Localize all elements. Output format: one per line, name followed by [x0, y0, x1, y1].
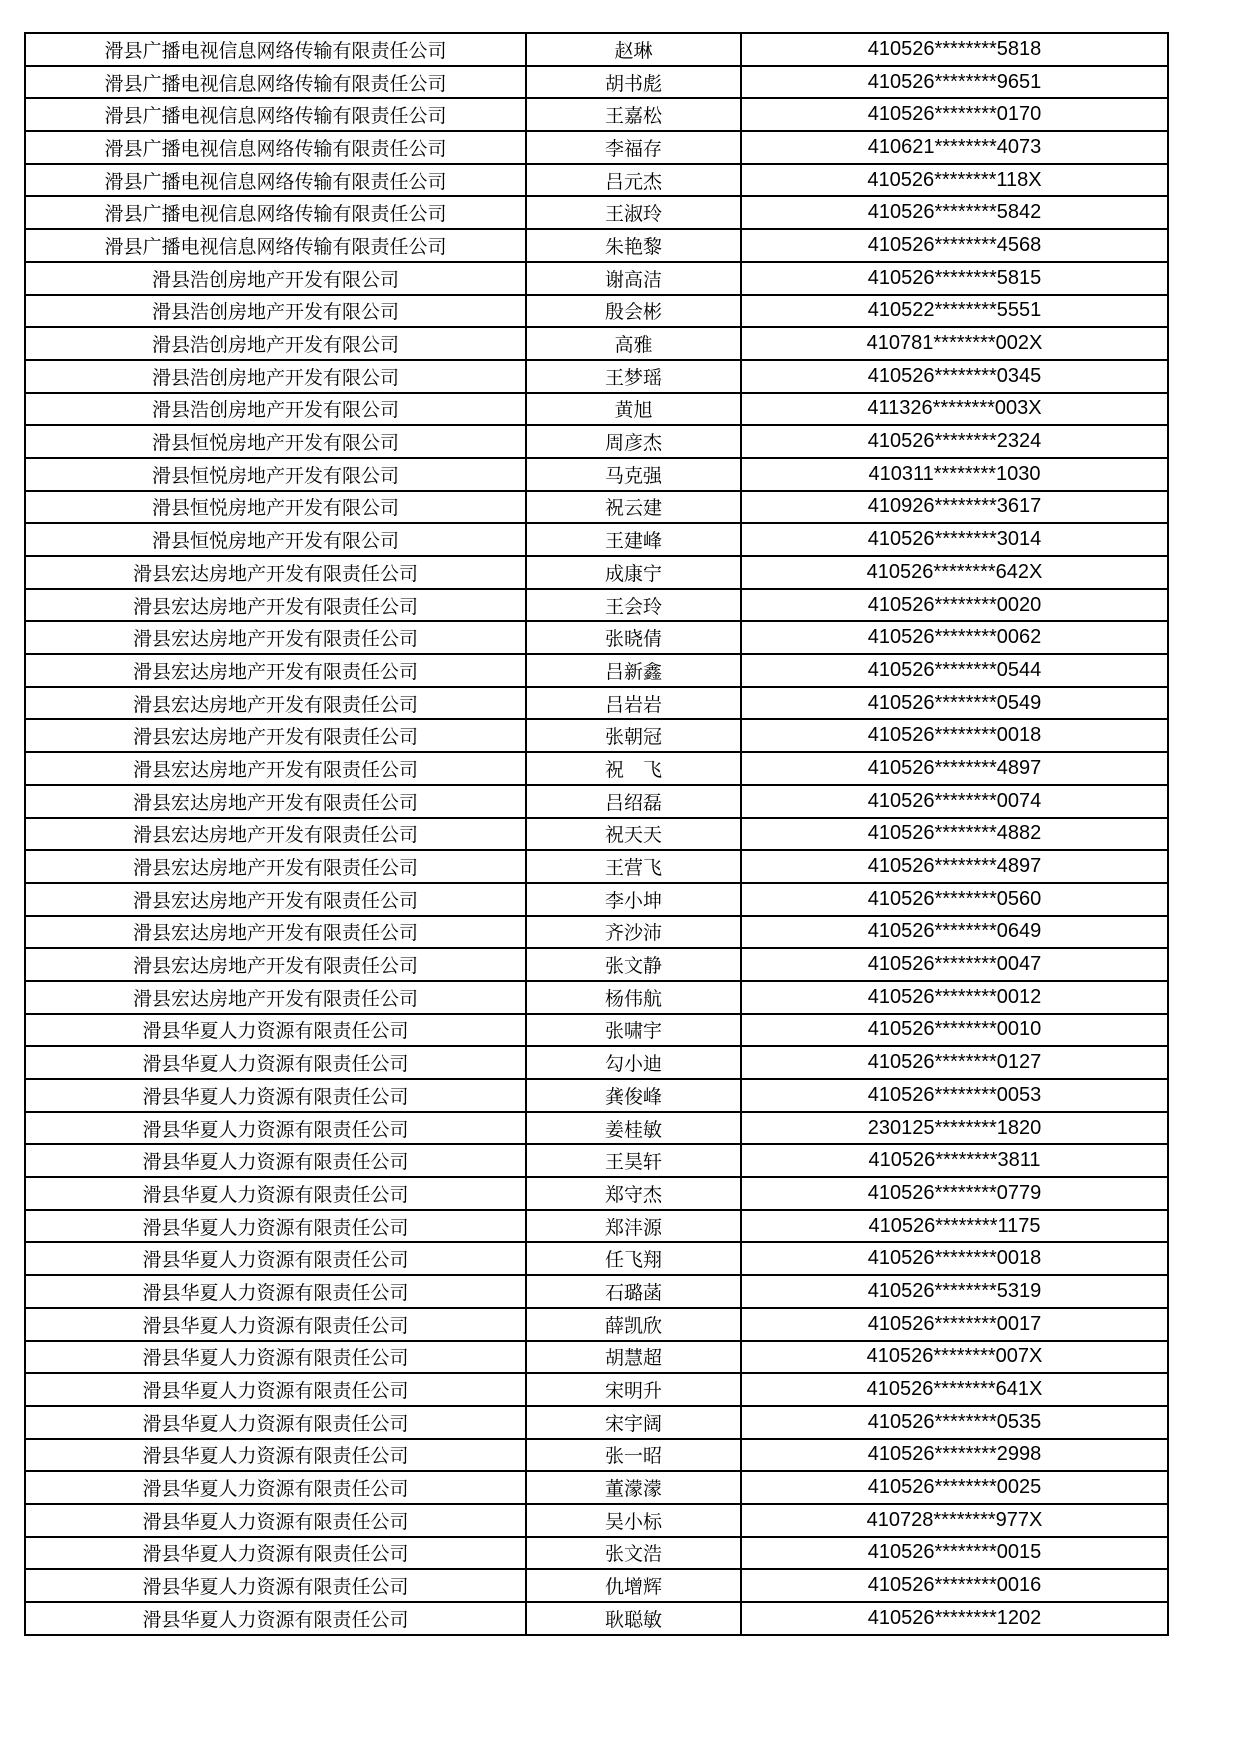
name-cell: 祝天天 — [526, 818, 741, 851]
personnel-table — [24, 32, 1169, 1636]
name-cell: 王梦瑶 — [526, 360, 741, 393]
personnel-table-body — [25, 33, 1168, 1635]
name-cell: 张啸宇 — [526, 1014, 741, 1047]
id-number-cell: 410526********4882 — [741, 818, 1168, 851]
table-row — [25, 229, 1168, 262]
table-row — [25, 1242, 1168, 1275]
company-cell: 滑县华夏人力资源有限责任公司 — [25, 1569, 526, 1602]
name-cell: 龚俊峰 — [526, 1079, 741, 1112]
company-cell: 滑县宏达房地产开发有限责任公司 — [25, 752, 526, 785]
id-number-cell: 410526********0018 — [741, 719, 1168, 752]
table-row — [25, 850, 1168, 883]
id-number-cell: 410526********0779 — [741, 1177, 1168, 1210]
company-cell: 滑县华夏人力资源有限责任公司 — [25, 1537, 526, 1570]
id-number-cell: 410526********0010 — [741, 1014, 1168, 1047]
id-number-cell: 410526********0649 — [741, 916, 1168, 949]
id-number-cell: 410311********1030 — [741, 458, 1168, 491]
id-number-cell: 410526********1202 — [741, 1602, 1168, 1635]
company-cell: 滑县华夏人力资源有限责任公司 — [25, 1177, 526, 1210]
company-cell: 滑县广播电视信息网络传输有限责任公司 — [25, 196, 526, 229]
table-row — [25, 1014, 1168, 1047]
company-cell: 滑县华夏人力资源有限责任公司 — [25, 1014, 526, 1047]
name-cell: 周彦杰 — [526, 425, 741, 458]
id-number-cell: 410526********0074 — [741, 785, 1168, 818]
id-number-cell: 410526********0544 — [741, 654, 1168, 687]
company-cell: 滑县华夏人力资源有限责任公司 — [25, 1308, 526, 1341]
id-number-cell: 410526********0047 — [741, 948, 1168, 981]
table-row — [25, 327, 1168, 360]
name-cell: 祝 飞 — [526, 752, 741, 785]
id-number-cell: 410526********2998 — [741, 1439, 1168, 1472]
table-row — [25, 33, 1168, 66]
id-number-cell: 410526********3811 — [741, 1144, 1168, 1177]
table-row — [25, 916, 1168, 949]
table-row — [25, 1079, 1168, 1112]
name-cell: 郑沣源 — [526, 1210, 741, 1243]
name-cell: 王建峰 — [526, 523, 741, 556]
table-row — [25, 295, 1168, 328]
table-row — [25, 262, 1168, 295]
table-row — [25, 556, 1168, 589]
table-row — [25, 425, 1168, 458]
company-cell: 滑县广播电视信息网络传输有限责任公司 — [25, 131, 526, 164]
table-row — [25, 1177, 1168, 1210]
id-number-cell: 410526********5842 — [741, 196, 1168, 229]
id-number-cell: 410526********0053 — [741, 1079, 1168, 1112]
id-number-cell: 411326********003X — [741, 393, 1168, 426]
table-row — [25, 1373, 1168, 1406]
table-row — [25, 654, 1168, 687]
name-cell: 王淑玲 — [526, 196, 741, 229]
company-cell: 滑县华夏人力资源有限责任公司 — [25, 1602, 526, 1635]
name-cell: 张文浩 — [526, 1537, 741, 1570]
table-row — [25, 1471, 1168, 1504]
id-number-cell: 410526********5319 — [741, 1275, 1168, 1308]
id-number-cell: 410526********3014 — [741, 523, 1168, 556]
id-number-cell: 410526********641X — [741, 1373, 1168, 1406]
company-cell: 滑县宏达房地产开发有限责任公司 — [25, 654, 526, 687]
table-row — [25, 491, 1168, 524]
name-cell: 郑守杰 — [526, 1177, 741, 1210]
table-row — [25, 196, 1168, 229]
table-row — [25, 1406, 1168, 1439]
company-cell: 滑县华夏人力资源有限责任公司 — [25, 1112, 526, 1145]
company-cell: 滑县宏达房地产开发有限责任公司 — [25, 981, 526, 1014]
company-cell: 滑县广播电视信息网络传输有限责任公司 — [25, 229, 526, 262]
company-cell: 滑县华夏人力资源有限责任公司 — [25, 1046, 526, 1079]
company-cell: 滑县宏达房地产开发有限责任公司 — [25, 948, 526, 981]
table-row — [25, 393, 1168, 426]
id-number-cell: 410526********4897 — [741, 850, 1168, 883]
id-number-cell: 410526********5815 — [741, 262, 1168, 295]
table-row — [25, 1341, 1168, 1374]
name-cell: 吕元杰 — [526, 164, 741, 197]
name-cell: 吕岩岩 — [526, 687, 741, 720]
table-row — [25, 1144, 1168, 1177]
table-row — [25, 164, 1168, 197]
table-row — [25, 1210, 1168, 1243]
table-row — [25, 589, 1168, 622]
id-number-cell: 230125********1820 — [741, 1112, 1168, 1145]
name-cell: 祝云建 — [526, 491, 741, 524]
id-number-cell: 410526********0025 — [741, 1471, 1168, 1504]
name-cell: 王会玲 — [526, 589, 741, 622]
name-cell: 姜桂敏 — [526, 1112, 741, 1145]
id-number-cell: 410522********5551 — [741, 295, 1168, 328]
table-row — [25, 752, 1168, 785]
table-row — [25, 981, 1168, 1014]
id-number-cell: 410526********1175 — [741, 1210, 1168, 1243]
name-cell: 马克强 — [526, 458, 741, 491]
company-cell: 滑县浩创房地产开发有限公司 — [25, 360, 526, 393]
company-cell: 滑县华夏人力资源有限责任公司 — [25, 1341, 526, 1374]
company-cell: 滑县华夏人力资源有限责任公司 — [25, 1242, 526, 1275]
company-cell: 滑县华夏人力资源有限责任公司 — [25, 1144, 526, 1177]
company-cell: 滑县宏达房地产开发有限责任公司 — [25, 785, 526, 818]
name-cell: 杨伟航 — [526, 981, 741, 1014]
id-number-cell: 410526********0012 — [741, 981, 1168, 1014]
id-number-cell: 410526********9651 — [741, 66, 1168, 99]
name-cell: 黄旭 — [526, 393, 741, 426]
company-cell: 滑县华夏人力资源有限责任公司 — [25, 1275, 526, 1308]
id-number-cell: 410526********2324 — [741, 425, 1168, 458]
name-cell: 董濛濛 — [526, 1471, 741, 1504]
table-row — [25, 883, 1168, 916]
table-row — [25, 66, 1168, 99]
name-cell: 朱艳黎 — [526, 229, 741, 262]
id-number-cell: 410526********0017 — [741, 1308, 1168, 1341]
company-cell: 滑县广播电视信息网络传输有限责任公司 — [25, 164, 526, 197]
table-row — [25, 131, 1168, 164]
id-number-cell: 410926********3617 — [741, 491, 1168, 524]
id-number-cell: 410526********0062 — [741, 621, 1168, 654]
table-row — [25, 98, 1168, 131]
table-row — [25, 1046, 1168, 1079]
company-cell: 滑县华夏人力资源有限责任公司 — [25, 1373, 526, 1406]
company-cell: 滑县宏达房地产开发有限责任公司 — [25, 818, 526, 851]
name-cell: 赵琳 — [526, 33, 741, 66]
company-cell: 滑县宏达房地产开发有限责任公司 — [25, 883, 526, 916]
name-cell: 吕新鑫 — [526, 654, 741, 687]
id-number-cell: 410526********4897 — [741, 752, 1168, 785]
table-row — [25, 621, 1168, 654]
company-cell: 滑县浩创房地产开发有限公司 — [25, 327, 526, 360]
company-cell: 滑县宏达房地产开发有限责任公司 — [25, 621, 526, 654]
name-cell: 张文静 — [526, 948, 741, 981]
id-number-cell: 410526********0170 — [741, 98, 1168, 131]
id-number-cell: 410526********4568 — [741, 229, 1168, 262]
name-cell: 宋明升 — [526, 1373, 741, 1406]
name-cell: 王嘉松 — [526, 98, 741, 131]
company-cell: 滑县宏达房地产开发有限责任公司 — [25, 850, 526, 883]
id-number-cell: 410526********642X — [741, 556, 1168, 589]
table-row — [25, 523, 1168, 556]
company-cell: 滑县广播电视信息网络传输有限责任公司 — [25, 98, 526, 131]
name-cell: 张朝冠 — [526, 719, 741, 752]
name-cell: 成康宁 — [526, 556, 741, 589]
name-cell: 高雅 — [526, 327, 741, 360]
table-row — [25, 360, 1168, 393]
id-number-cell: 410781********002X — [741, 327, 1168, 360]
table-row — [25, 785, 1168, 818]
table-row — [25, 1275, 1168, 1308]
table-row — [25, 719, 1168, 752]
company-cell: 滑县恒悦房地产开发有限公司 — [25, 491, 526, 524]
id-number-cell: 410526********0015 — [741, 1537, 1168, 1570]
name-cell: 薛凯欣 — [526, 1308, 741, 1341]
table-row — [25, 1439, 1168, 1472]
company-cell: 滑县华夏人力资源有限责任公司 — [25, 1471, 526, 1504]
company-cell: 滑县浩创房地产开发有限公司 — [25, 295, 526, 328]
name-cell: 仇增辉 — [526, 1569, 741, 1602]
name-cell: 耿聪敏 — [526, 1602, 741, 1635]
company-cell: 滑县华夏人力资源有限责任公司 — [25, 1504, 526, 1537]
id-number-cell: 410526********118X — [741, 164, 1168, 197]
table-row — [25, 1112, 1168, 1145]
company-cell: 滑县广播电视信息网络传输有限责任公司 — [25, 33, 526, 66]
table-row — [25, 818, 1168, 851]
id-number-cell: 410728********977X — [741, 1504, 1168, 1537]
id-number-cell: 410526********007X — [741, 1341, 1168, 1374]
name-cell: 宋宇阔 — [526, 1406, 741, 1439]
name-cell: 吕绍磊 — [526, 785, 741, 818]
table-row — [25, 1504, 1168, 1537]
table-row — [25, 1602, 1168, 1635]
id-number-cell: 410526********5818 — [741, 33, 1168, 66]
company-cell: 滑县恒悦房地产开发有限公司 — [25, 458, 526, 491]
id-number-cell: 410526********0020 — [741, 589, 1168, 622]
table-row — [25, 948, 1168, 981]
table-row — [25, 1308, 1168, 1341]
table-row — [25, 1537, 1168, 1570]
id-number-cell: 410526********0127 — [741, 1046, 1168, 1079]
company-cell: 滑县广播电视信息网络传输有限责任公司 — [25, 66, 526, 99]
company-cell: 滑县华夏人力资源有限责任公司 — [25, 1210, 526, 1243]
table-row — [25, 687, 1168, 720]
name-cell: 张晓倩 — [526, 621, 741, 654]
id-number-cell: 410526********0016 — [741, 1569, 1168, 1602]
id-number-cell: 410526********0560 — [741, 883, 1168, 916]
company-cell: 滑县宏达房地产开发有限责任公司 — [25, 916, 526, 949]
name-cell: 殷会彬 — [526, 295, 741, 328]
company-cell: 滑县宏达房地产开发有限责任公司 — [25, 556, 526, 589]
company-cell: 滑县宏达房地产开发有限责任公司 — [25, 687, 526, 720]
name-cell: 勾小迪 — [526, 1046, 741, 1079]
company-cell: 滑县宏达房地产开发有限责任公司 — [25, 589, 526, 622]
id-number-cell: 410526********0345 — [741, 360, 1168, 393]
company-cell: 滑县浩创房地产开发有限公司 — [25, 262, 526, 295]
id-number-cell: 410526********0549 — [741, 687, 1168, 720]
name-cell: 张一昭 — [526, 1439, 741, 1472]
name-cell: 吴小标 — [526, 1504, 741, 1537]
name-cell: 李福存 — [526, 131, 741, 164]
name-cell: 胡书彪 — [526, 66, 741, 99]
table-row — [25, 458, 1168, 491]
id-number-cell: 410621********4073 — [741, 131, 1168, 164]
table-row — [25, 1569, 1168, 1602]
name-cell: 谢高洁 — [526, 262, 741, 295]
name-cell: 王营飞 — [526, 850, 741, 883]
company-cell: 滑县华夏人力资源有限责任公司 — [25, 1439, 526, 1472]
name-cell: 石璐菡 — [526, 1275, 741, 1308]
company-cell: 滑县恒悦房地产开发有限公司 — [25, 523, 526, 556]
company-cell: 滑县宏达房地产开发有限责任公司 — [25, 719, 526, 752]
company-cell: 滑县华夏人力资源有限责任公司 — [25, 1406, 526, 1439]
name-cell: 胡慧超 — [526, 1341, 741, 1374]
name-cell: 李小坤 — [526, 883, 741, 916]
name-cell: 任飞翔 — [526, 1242, 741, 1275]
name-cell: 王昊轩 — [526, 1144, 741, 1177]
company-cell: 滑县浩创房地产开发有限公司 — [25, 393, 526, 426]
id-number-cell: 410526********0535 — [741, 1406, 1168, 1439]
company-cell: 滑县华夏人力资源有限责任公司 — [25, 1079, 526, 1112]
id-number-cell: 410526********0018 — [741, 1242, 1168, 1275]
company-cell: 滑县恒悦房地产开发有限公司 — [25, 425, 526, 458]
name-cell: 齐沙沛 — [526, 916, 741, 949]
